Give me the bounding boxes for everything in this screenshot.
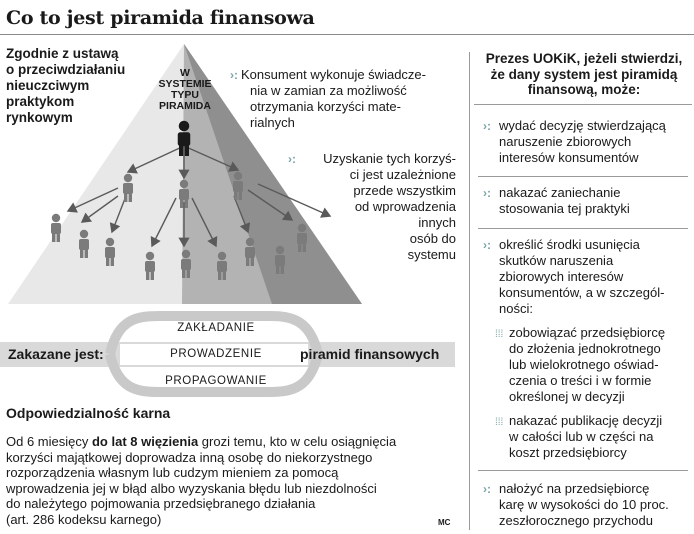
bullet-chevron-icon: ›:	[288, 152, 296, 166]
pyramids-label: piramid finansowych	[300, 346, 440, 362]
subpower-item: ⁞⁞⁞ zobowiązać przedsiębiorcę do złożenia jednokrotnego lub wielokrotnego oświad- czenia o treści i w formie określonej w decyzji	[495, 325, 666, 404]
liability-line: (art. 286 kodeksu karnego)	[6, 511, 162, 527]
note-line: Uzyskanie tych korzyś-	[323, 151, 456, 166]
note-line: otrzymania korzyści mate-	[250, 99, 401, 114]
right-divider	[478, 228, 688, 229]
pyramid-label	[148, 68, 222, 112]
legal-basis-line: Zgodnie z ustawą	[6, 46, 119, 61]
uokik-heading	[477, 51, 691, 98]
credit: MC	[438, 518, 451, 527]
bullet-chevron-icon: ›:	[483, 186, 491, 200]
legal-basis-line: rynkowym	[6, 110, 73, 125]
liability-line: wprowadzenia jej w błąd albo wyzyskania błędu lub niezdolności	[6, 480, 377, 496]
option-run: PROWADZENIE	[170, 348, 262, 360]
pyramid-label-line: TYPU PIRAMIDA	[159, 89, 211, 112]
right-divider	[478, 176, 688, 177]
legal-basis-line: nieuczciwym	[6, 78, 90, 93]
liability-line: rozporządzenia własnym lub cudzym mieniem za pomocą	[6, 465, 339, 481]
power-item: ›: nakazać zaniechanie stosowania tej praktyki	[483, 185, 630, 216]
uokik-heading-line: finansową, może:	[527, 82, 641, 97]
title-divider	[0, 34, 694, 35]
liability-line: do należytego pojmowania przedsiębranego działania	[6, 496, 316, 512]
power-item: ›: określić środki usunięcia skutków naruszenia zbiorowych interesów konsumentów, a w szczegól- ności:	[483, 237, 665, 316]
option-promote: PROPAGOWANIE	[165, 375, 267, 387]
bullet-grid-icon: ⁞⁞⁞	[495, 417, 504, 428]
note-line: ci jest uzależnione	[349, 167, 456, 182]
pyramid-label-line: SYSTEMIE	[158, 78, 212, 90]
pyramid-label-line: W	[180, 67, 190, 79]
right-divider	[474, 104, 692, 105]
bullet-chevron-icon: ›:	[483, 119, 491, 133]
note-line: systemu	[407, 247, 456, 262]
uokik-heading-line: Prezes UOKiK, jeżeli stwierdzi,	[485, 51, 683, 66]
bullet-chevron-icon: ›:	[230, 68, 238, 82]
legal-basis-line: o przeciwdziałaniu	[6, 62, 126, 77]
liability-heading: Odpowiedzialność karna	[6, 405, 171, 421]
subpower-item: ⁞⁞⁞ nakazać publikację decyzji w całości lub w części na koszt przedsiębiorcy	[495, 413, 663, 460]
note-line: innych	[418, 215, 456, 230]
option-establish: ZAKŁADANIE	[177, 322, 255, 334]
column-divider	[469, 52, 470, 530]
bullet-chevron-icon: ›:	[483, 482, 491, 496]
page-title: Co to jest piramida finansowa	[6, 7, 315, 29]
power-item: ›: nałożyć na przedsiębiorcę karę w wysokości do 10 proc. zeszłorocznego przychodu	[483, 481, 669, 528]
legal-basis-line: praktykom	[6, 94, 75, 109]
note-line: osób do	[409, 231, 456, 246]
note-line: rialnych	[250, 115, 295, 130]
bullet-grid-icon: ⁞⁞⁞	[495, 329, 504, 340]
power-item: ›: wydać decyzję stwierdzającą naruszenie zbiorowych interesów konsumentów	[483, 118, 666, 165]
prohibited-label: Zakazane jest:	[8, 346, 104, 362]
liability-line: Od 6 miesięcy do lat 8 więzienia grozi temu, kto w celu osiągnięcia	[6, 434, 397, 449]
legal-basis-heading	[6, 46, 125, 126]
liability-line: korzyści majątkowej doprowadza inną osobę do niekorzystnego	[6, 449, 373, 465]
note-consumer	[230, 67, 426, 131]
note-line: od wprowadzenia	[354, 199, 456, 214]
uokik-heading-line: że dany system jest piramidą	[490, 66, 678, 82]
note-line: przede wszystkim	[353, 183, 456, 198]
note-line: nia w zamian za możliwość	[250, 83, 407, 98]
note-line: Konsument wykonuje świadcze-	[241, 67, 426, 82]
note-recruit	[288, 151, 456, 263]
liability-text	[6, 434, 456, 528]
right-divider	[478, 470, 688, 471]
bullet-chevron-icon: ›:	[483, 238, 491, 252]
